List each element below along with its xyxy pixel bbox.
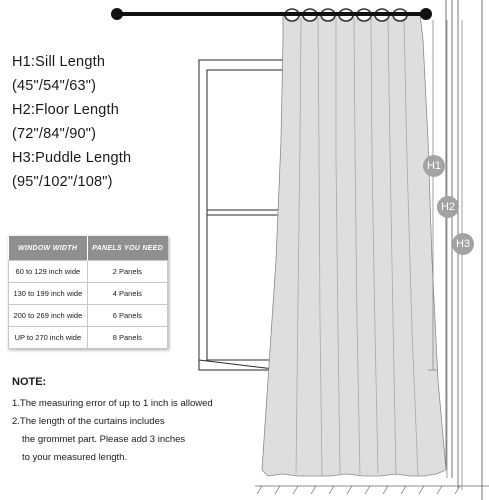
- table-row: [9, 327, 168, 349]
- floor-hatch-icon: [255, 486, 489, 494]
- curtain-panel-icon: [262, 9, 446, 476]
- table-row: [9, 261, 168, 283]
- header-panels-needed: PANELS YOU NEED: [87, 236, 167, 261]
- note-line: the grommet part. Please add 3 inches: [22, 434, 186, 445]
- floor-length-sizes: (72"/84"/90"): [12, 126, 97, 142]
- note-line: 1.The measuring error of up to 1 inch is allowed: [12, 398, 213, 409]
- panels-cell: 2 Panels: [87, 261, 167, 283]
- table-row: [9, 305, 168, 327]
- puddle-length-label: H3:Puddle Length: [12, 150, 132, 166]
- panels-cell: 6 Panels: [87, 305, 167, 327]
- floor-length-label: H2:Floor Length: [12, 102, 119, 118]
- puddle-length-sizes: (95"/102"/108"): [12, 174, 113, 190]
- panels-cell: 8 Panels: [87, 327, 167, 349]
- header-window-width: WINDOW WIDTH: [9, 236, 88, 261]
- table-header-row: [9, 236, 168, 261]
- h1-badge: H1: [423, 155, 445, 177]
- note-line: to your measured length.: [22, 452, 128, 463]
- note-line: 2.The length of the curtains includes: [12, 416, 165, 427]
- sill-length-sizes: (45"/54"/63"): [12, 78, 97, 94]
- note-title: NOTE:: [12, 376, 47, 388]
- table-row: [9, 283, 168, 305]
- panel-guide-table: [8, 236, 168, 349]
- note-block: [12, 376, 213, 467]
- sill-length-label: H1:Sill Length: [12, 54, 106, 70]
- window-width-cell: UP to 270 inch wide: [9, 327, 88, 349]
- window-width-cell: 200 to 269 inch wide: [9, 305, 88, 327]
- window-width-cell: 130 to 199 inch wide: [9, 283, 88, 305]
- window-width-cell: 60 to 129 inch wide: [9, 261, 88, 283]
- panels-cell: 4 Panels: [87, 283, 167, 305]
- h2-badge: H2: [437, 196, 459, 218]
- length-options: [12, 50, 131, 194]
- h3-badge: H3: [452, 233, 474, 255]
